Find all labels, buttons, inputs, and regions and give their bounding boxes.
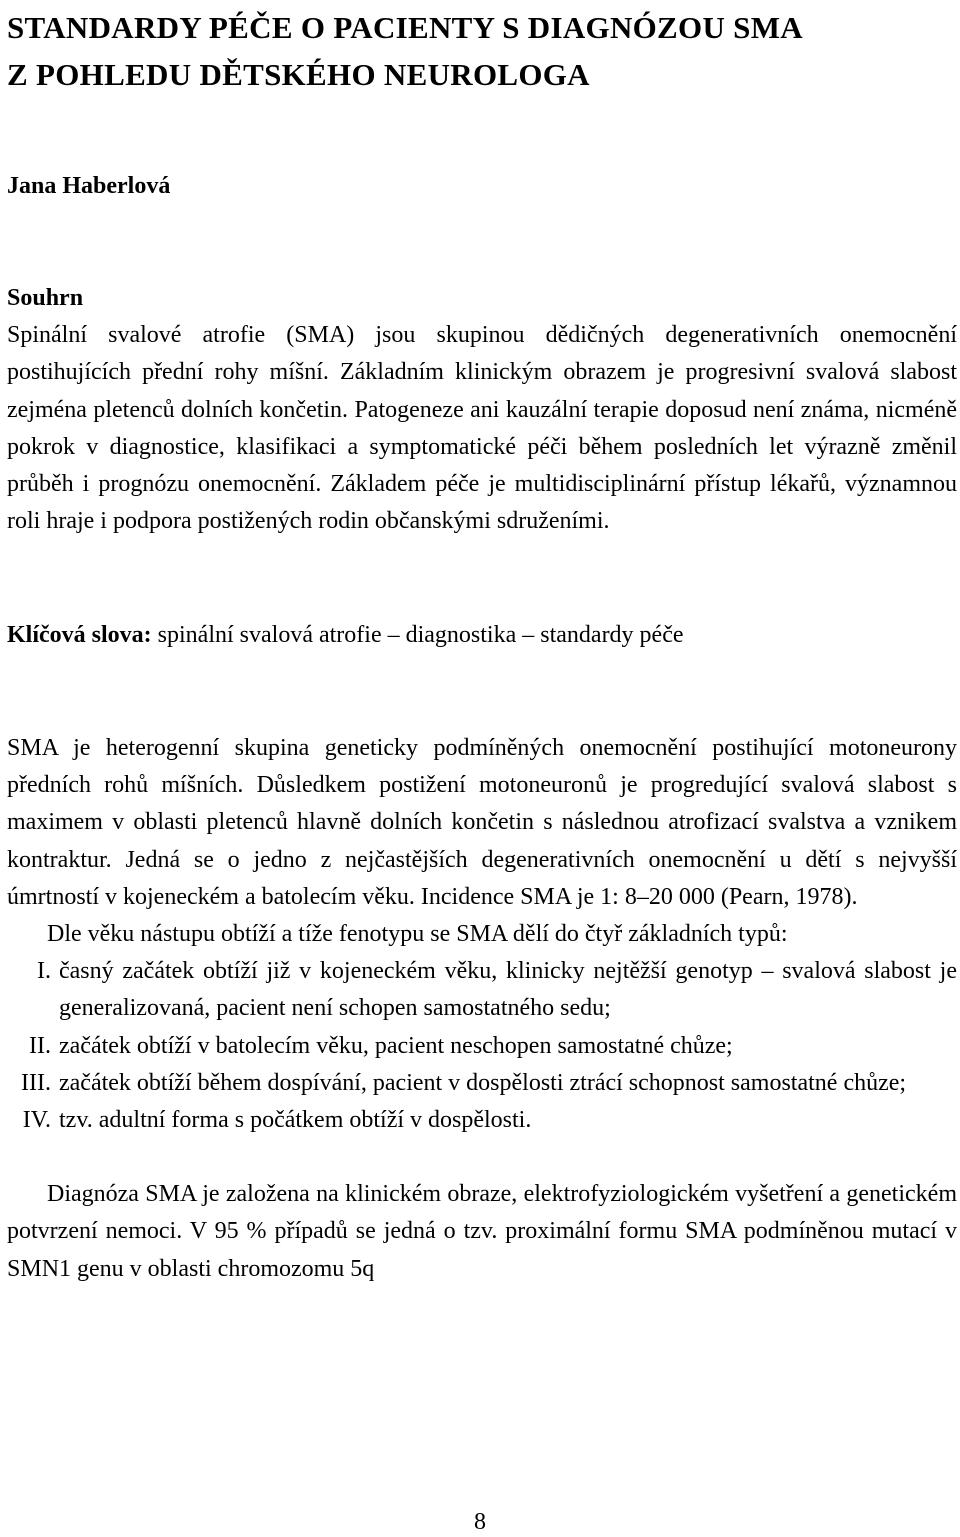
author-name: Jana Haberlová xyxy=(7,173,171,199)
list-item-text: tzv. adultní forma s počátkem obtíží v dospělosti. xyxy=(59,1107,532,1134)
list-item-text: časný začátek obtíží již v kojeneckém věku, klinicky nejtěžší genotyp – svalová slabost je generalizovaná, pacient není schopen samostatného sedu; xyxy=(59,958,957,1022)
keyword-3: standardy péče xyxy=(540,622,684,648)
list-item xyxy=(7,1065,957,1102)
list-numeral: II. xyxy=(29,1032,51,1059)
summary-heading: Souhrn xyxy=(7,285,84,311)
list-numeral: I. xyxy=(37,958,51,985)
page-number: 8 xyxy=(474,1509,486,1535)
sma-types-list xyxy=(7,953,957,1139)
list-numeral: III. xyxy=(21,1069,51,1096)
keywords-line xyxy=(7,617,684,654)
list-item-text: začátek obtíží v batolecím věku, pacient neschopen samostatné chůze; xyxy=(59,1032,733,1059)
title-line-1: STANDARDY PÉČE O PACIENTY S DIAGNÓZOU SMA xyxy=(7,10,803,45)
paragraph-1: SMA je heterogenní skupina geneticky podmíněných onemocnění postihující motoneurony předních rohů míšních. Důsledkem postižení motoneuronů je progredující svalová slabost s maximem v oblasti pletenců hlavně dolních končetin s následnou atrofizací svalstva a vznikem kontraktur. Jedná se o jedno z nejčastějších degenerativních onemocnění u dětí s nejvyšší úmrtností v kojeneckém a batolecím věku. Incidence SMA je 1: 8–20 000 (Pearn, 1978). xyxy=(7,735,957,910)
paragraph-3: Diagnóza SMA je založena na klinickém obraze, elektrofyziologickém vyšetření a genetickém potvrzení nemoci. V 95 % případů se jedná o tzv. proximální formu SMA podmíněnou mutací v SMN1 genu v oblasti chromozomu 5q xyxy=(7,1181,957,1282)
list-numeral: IV. xyxy=(22,1107,51,1134)
paragraph-spacer xyxy=(7,1139,957,1176)
title-line-2: Z POHLEDU DĚTSKÉHO NEUROLOGA xyxy=(7,57,590,92)
keyword-2: diagnostika xyxy=(405,622,517,648)
article-title xyxy=(7,4,803,98)
list-item xyxy=(7,1028,957,1065)
summary-section xyxy=(7,280,957,540)
summary-text: Spinální svalové atrofie (SMA) jsou skupinou dědičných degenerativních onemocnění postihujících přední rohy míšní. Základním klinickým obrazem je progresivní svalová slabost zejména pletenců dolních končetin. Patogeneze ani kauzální terapie doposud není známa, nicméně pokrok v diagnostice, klasifikaci a symptomatické péči během posledních let výrazně změnil průběh i prognózu onemocnění. Základem péče je multidisciplinární přístup lékařů, významnou roli hraje i podpora postižených rodin občanskými sdruženími. xyxy=(7,322,957,535)
list-item xyxy=(7,953,957,1027)
keyword-separator: – xyxy=(522,622,535,648)
paragraph-2: Dle věku nástupu obtíží a tíže fenotypu se SMA dělí do čtyř základních typů: xyxy=(47,921,788,948)
keyword-1: spinální svalová atrofie xyxy=(157,622,382,648)
body-text xyxy=(7,730,957,1288)
list-item xyxy=(7,1102,957,1139)
keyword-separator: – xyxy=(387,622,400,648)
keywords-label: Klíčová slova: xyxy=(7,622,152,648)
list-item-text: začátek obtíží během dospívání, pacient v dospělosti ztrácí schopnost samostatné chůze; xyxy=(59,1069,907,1096)
